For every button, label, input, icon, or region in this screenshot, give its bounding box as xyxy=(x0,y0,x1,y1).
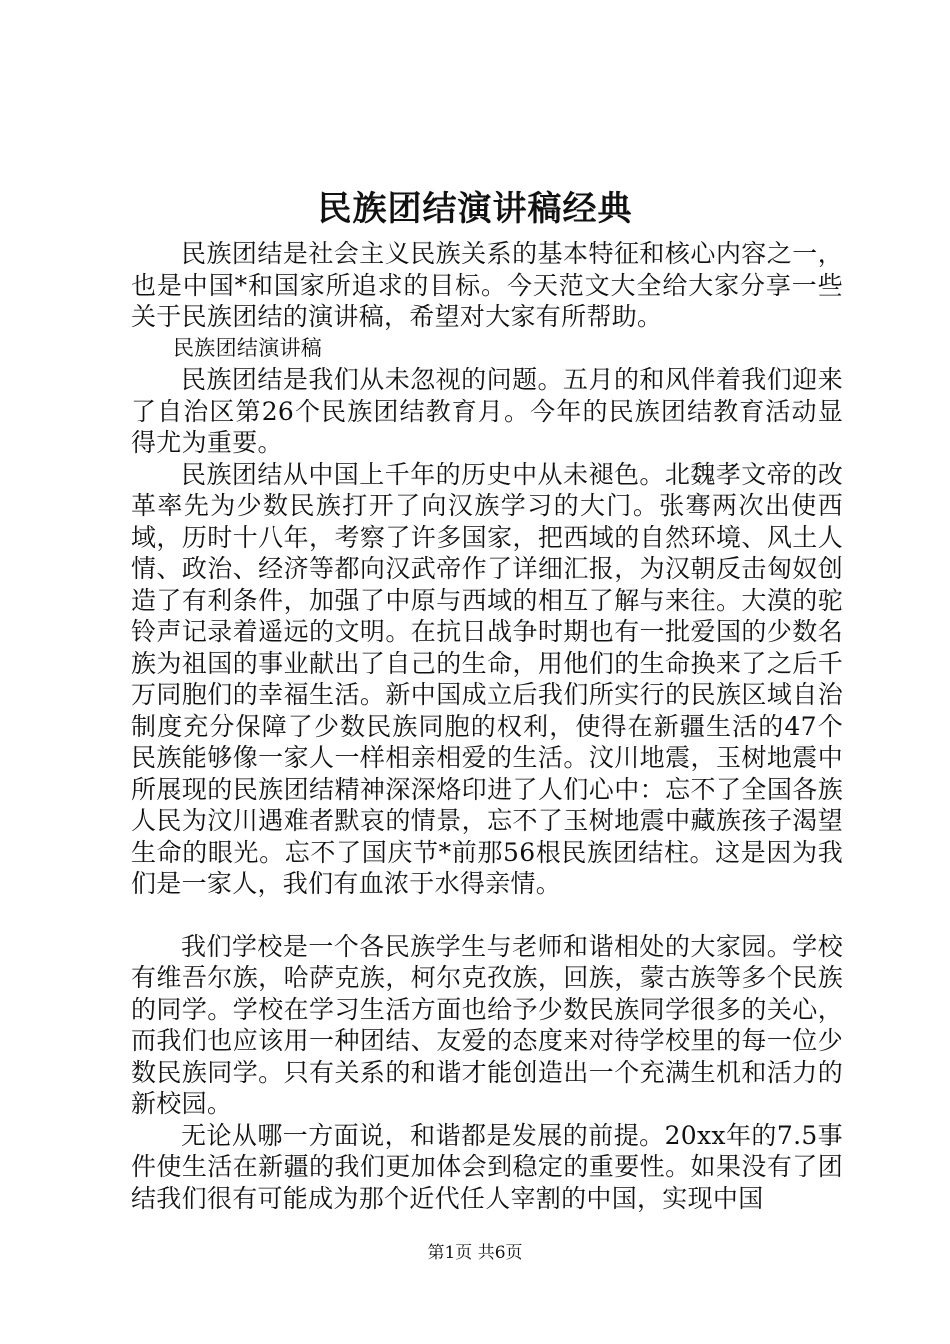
body-paragraph: 无论从哪一方面说，和谐都是发展的前提。20xx年的7.5事件使生活在新疆的我们更加体会到稳定的重要性。如果没有了团结我们很有可能成为那个近代任人宰割的中国，实现中国 xyxy=(131,1120,843,1213)
document-title: 民族团结演讲稿经典 xyxy=(317,189,633,229)
section-heading: 民族团结演讲稿 xyxy=(173,335,323,360)
body-paragraph: 民族团结是我们从未忽视的问题。五月的和风伴着我们迎来了自治区第26个民族团结教育月。今年的民族团结教育活动显得尤为重要。 xyxy=(131,365,843,457)
body-paragraph: 我们学校是一个各民族学生与老师和谐相处的大家园。学校有维吾尔族，哈萨克族，柯尔克孜族，回族，蒙古族等多个民族的同学。学校在学习生活方面也给予少数民族同学很多的关心，而我们也应该用一种团结、友爱的态度来对待学校里的每一位少数民族同学。只有关系的和谐才能创造出一个充满生机和活力的新校园。 xyxy=(131,931,843,1118)
page-footer: 第1页 共6页 xyxy=(427,1243,523,1263)
body-paragraph: 民族团结从中国上千年的历史中从未褪色。北魏孝文帝的改革率先为少数民族打开了向汉族学习的大门。张骞两次出使西域，历时十八年，考察了许多国家，把西域的自然环境、风土人情、政治、经济等都向汉武帝作了详细汇报，为汉朝反击匈奴创造了有利条件，加强了中原与西域的相互了解与来往。大漠的驼铃声记录着遥远的文明。在抗日战争时期也有一批爱国的少数名族为祖国的事业献出了自己的生命，用他们的生命换来了之后千万同胞们的幸福生活。新中国成立后我们所实行的民族区域自治制度充分保障了少数民族同胞的权利，使得在新疆生活的47个民族能够像一家人一样相亲相爱的生活。汶川地震，玉树地震中所展现的民族团结精神深深烙印进了人们心中：忘不了全国各族人民为汶川遇难者默哀的情景，忘不了玉树地震中藏族孩子渴望生命的眼光。忘不了国庆节*前那56根民族团结柱。这是因为我们是一家人，我们有血浓于水得亲情。 xyxy=(131,459,843,898)
intro-paragraph: 民族团结是社会主义民族关系的基本特征和核心内容之一，也是中国*和国家所追求的目标。今天范文大全给大家分享一些关于民族团结的演讲稿，希望对大家有所帮助。 xyxy=(131,239,843,331)
document-body xyxy=(131,238,843,1214)
